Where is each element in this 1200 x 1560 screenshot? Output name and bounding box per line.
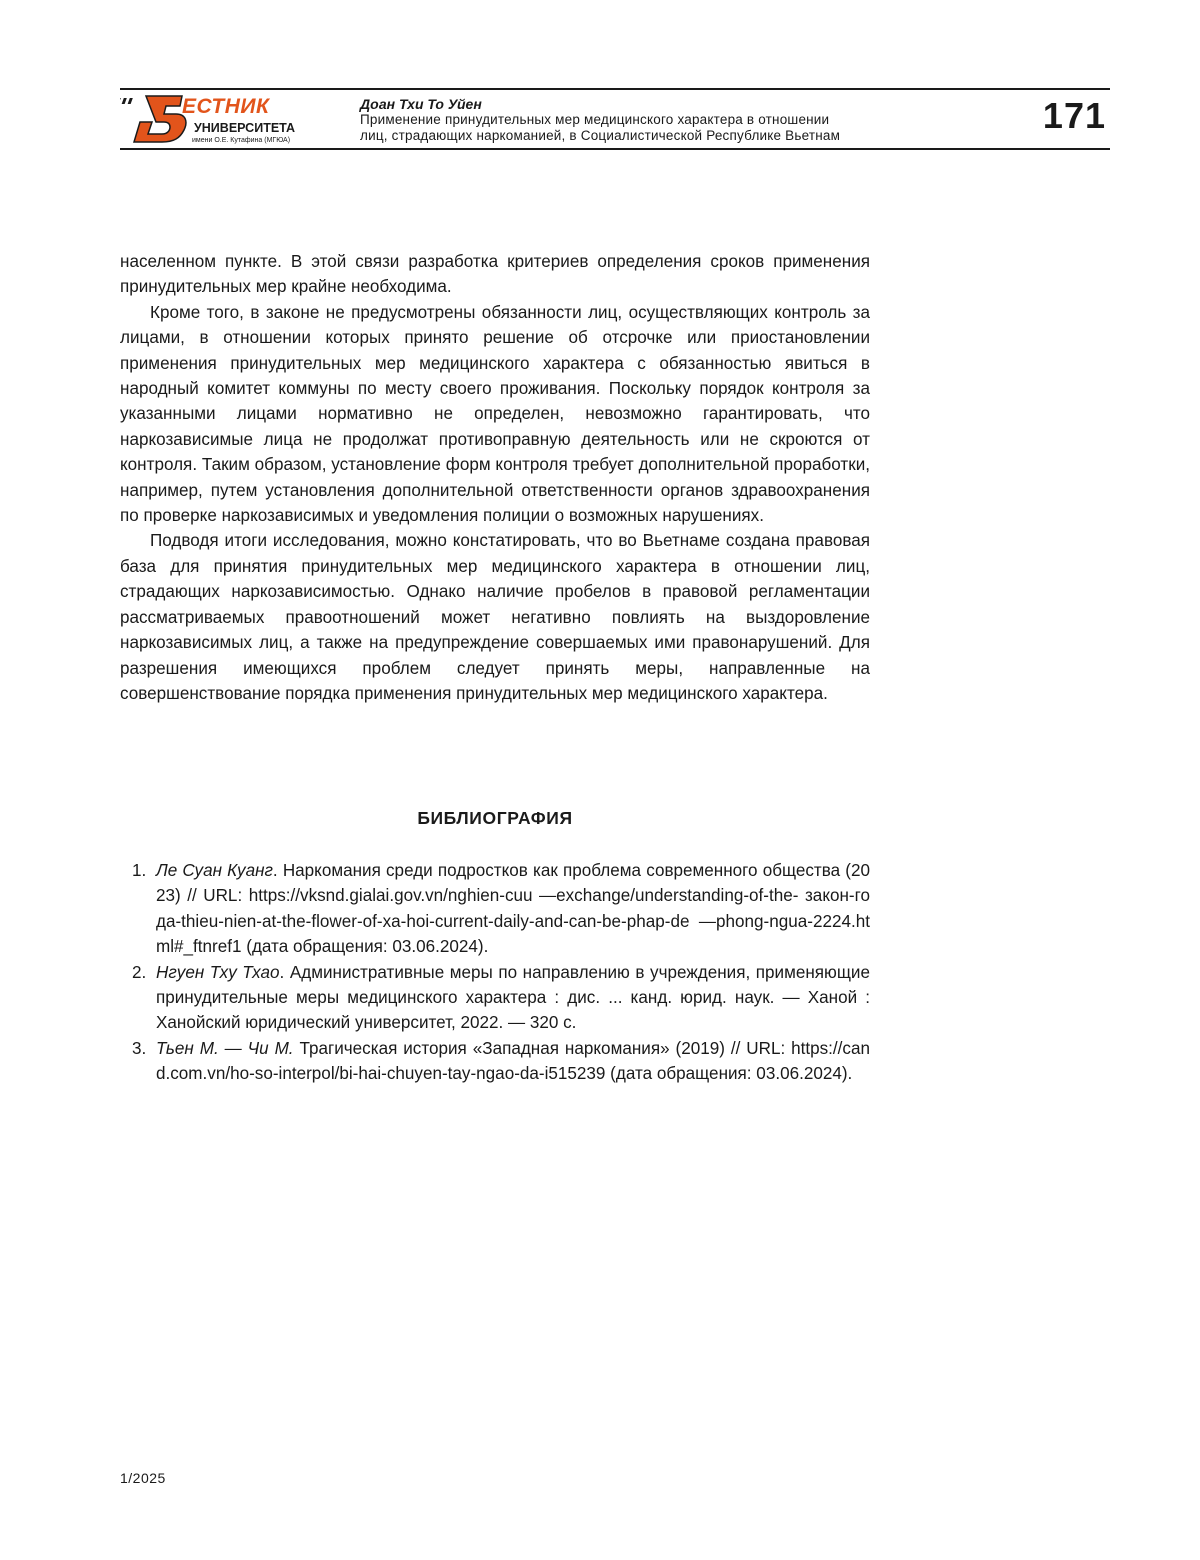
header-top-rule xyxy=(120,88,1110,90)
bibliography-text: . Наркомания среди подростков как проблема современного общества (2023) // URL: https://vksnd.gialai.gov.vn/nghien-cuu —exchange/understanding-of-the- закон-года-thieu-nien-at-the-flower-of-xa-hoi-current-daily-and-can-be-phap-de —phong-ngua-2224.html#_ftnref1 (дата обращения: 03.06.2024). xyxy=(156,861,870,956)
bibliography-item xyxy=(120,960,870,1036)
paragraph: Кроме того, в законе не предусмотрены обязанности лиц, осуществляющих контроль за лицами, в отношении которых принято решение об отсрочке или приостановлении применения принудительных мер медицинского характера с обязанностью явиться в народный комитет коммуны по месту своего проживания. Поскольку порядок контроля за указанными лицами нормативно не определен, невозможно гарантировать, что наркозависимые лица не продолжат противоправную деятельность или не скроются от контроля. Таким образом, установление форм контроля требует дополнительной проработки, например, путем установления дополнительной ответственности органов здравоохранения по проверке наркозависимых и уведомления полиции о возможных нарушениях. xyxy=(120,300,870,529)
paragraph: Подводя итоги исследования, можно констатировать, что во Вьетнаме создана правовая база для принятия принудительных мер медицинского характера в отношении лиц, страдающих наркозависимостью. Однако наличие пробелов в правовой регламентации рассматриваемых правоотношений может негативно повлиять на выздоровление наркозависимых лиц, а также на предупреждение совершаемых ими правонарушений. Для разрешения имеющихся проблем следует принять меры, направленные на совершенствование порядка применения принудительных мер медицинского характера. xyxy=(120,528,870,706)
header-author: Доан Тхи То Уйен xyxy=(360,96,1028,112)
bibliography-text: . Административные меры по направлению в учреждения, применяющие принудительные меры медицинского характера : дис. ... канд. юрид. наук. — Ханой : Ханойский юридический университет, 2022. — 320 с. xyxy=(156,963,870,1033)
bibliography-number: 1. xyxy=(132,858,146,883)
bibliography-item xyxy=(120,1036,870,1087)
page-number: 171 xyxy=(1043,98,1106,134)
bibliography-author: Ле Суан Куанг xyxy=(156,861,273,880)
bibliography-list xyxy=(120,858,870,1087)
logo-title: ЕСТНИК xyxy=(182,96,269,117)
bibliography-number: 2. xyxy=(132,960,146,985)
journal-logo xyxy=(120,92,320,146)
bibliography-number: 3. xyxy=(132,1036,146,1061)
paragraph: населенном пункте. В этой связи разработка критериев определения сроков применения принудительных мер крайне необходима. xyxy=(120,249,870,300)
header-title-line2: лиц, страдающих наркоманией, в Социалистической Республике Вьетнам xyxy=(360,128,1028,144)
issue-number: 1/2025 xyxy=(120,1470,166,1486)
article-body xyxy=(120,249,870,706)
bibliography-heading: БИБЛИОГРАФИЯ xyxy=(120,808,870,829)
logo-subtitle-small: имени О.Е. Кутафина (МГЮА) xyxy=(192,137,290,144)
header-title-line1: Применение принудительных мер медицинского характера в отношении xyxy=(360,112,1028,128)
bibliography-author: Нгуен Тху Тхао xyxy=(156,963,280,982)
bibliography-text: Трагическая история «Западная наркомания» (2019) // URL: https://cand.com.vn/ho-so-interpol/bi-hai-chuyen-tay-ngao-da-i515239 (дата обращения: 03.06.2024). xyxy=(156,1039,870,1083)
bibliography-author: Тьен М. — Чи М. xyxy=(156,1039,294,1058)
header-article-info xyxy=(360,96,1028,144)
bibliography-item xyxy=(120,858,870,960)
header-bottom-rule xyxy=(120,148,1110,150)
logo-subtitle: УНИВЕРСИТЕТА xyxy=(194,122,295,135)
running-header xyxy=(120,88,1110,150)
